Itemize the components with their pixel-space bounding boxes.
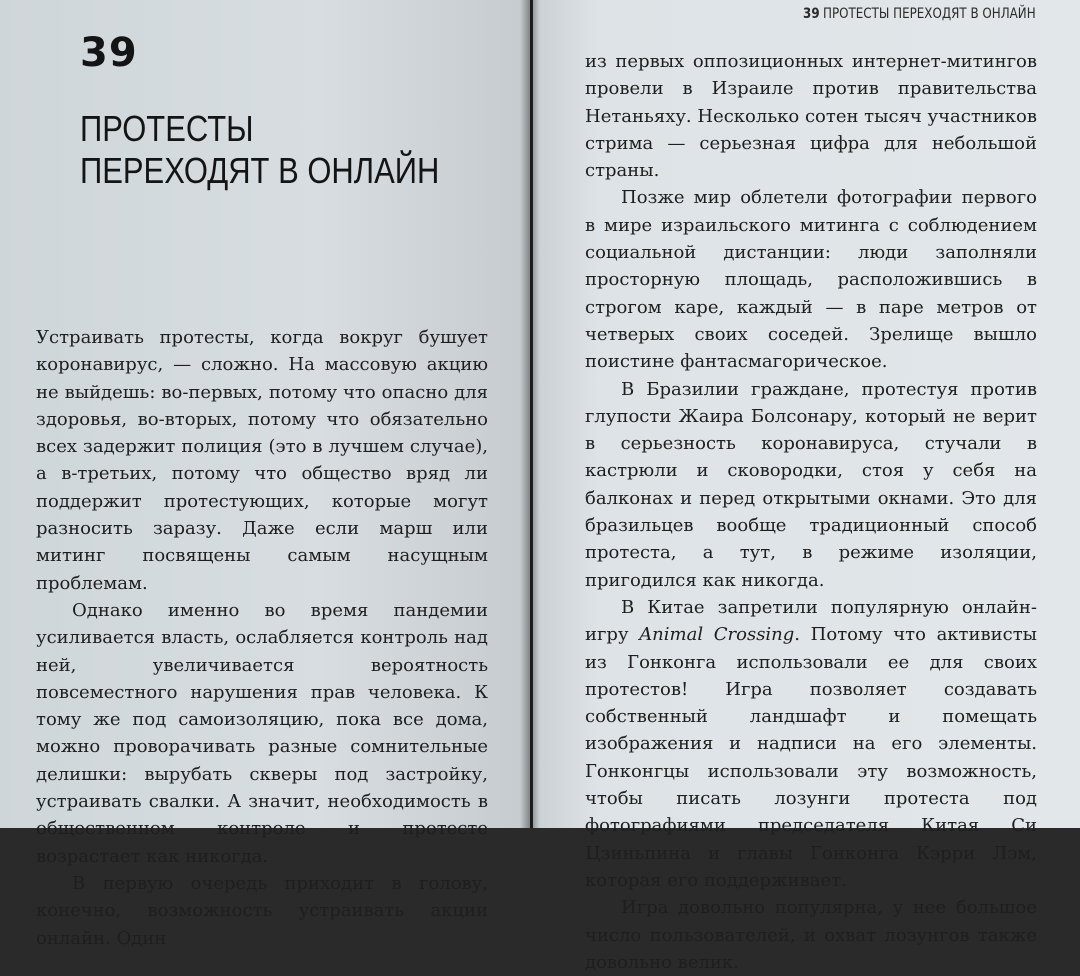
chapter-number: 39 (80, 30, 138, 76)
paragraph: из первых оппозиционных интернет-митингов провели в Израиле против правительства Нетаньяху. Несколько сотен тысяч участников стрима — серьезная цифра для небольшой страны. (585, 51, 1038, 182)
running-head-number: 39 (803, 6, 820, 22)
running-head (803, 6, 1036, 22)
paragraph: Устраивать протесты, когда вокруг бушует коронавирус, — сложно. На массовую акцию не выйдешь: во-первых, потому что опасно для здоровья, во-вторых, потому что обязательно всех задержит полиция (это в лучшем случае), а в-третьих, потому что общество вряд ли поддержит протестующих, которые могут разносить заразу. Даже если марш или митинг посвящены самым насущным проблемам. (36, 327, 488, 594)
chapter-title: ПРОТЕСТЫ ПЕРЕХОДЯТ В ОНЛАЙН (80, 108, 440, 191)
paragraph: В первую очередь приходит в голову, конечно, возможность устраивать акции онлайн. Один (36, 872, 488, 949)
running-head-title: ПРОТЕСТЫ ПЕРЕХОДЯТ В ОНЛАЙН (823, 6, 1036, 22)
paragraph-text: . Потому что активисты из Гонконга использовали ее для своих протестов! Игра позволяет создавать собственный ландшафт и помещать изображения и надписи на его элементы. Гонконгцы использовали эту возможность, чтобы писать лозунги протеста под фотографиями председателя Китая Си Цзиньпина и главы Гонконга Кэрри Лэм, которая его поддерживает. (585, 624, 1037, 891)
paragraph: В Бразилии граждане, протестуя против глупости Жаира Болсонару, который не верит в серьезность коронавируса, стучали в кастрюли и сковородки, стоя у себя на балконах и перед открытыми окнами. Это для бразильцев вообще традиционный способ протеста, а тут, в режиме изоляции, пригодился как никогда. (585, 378, 1037, 591)
right-page (533, 0, 1080, 973)
left-body-text (36, 324, 488, 952)
game-title: Animal Crossing (639, 624, 795, 646)
paragraph: Однако именно во время пандемии усиливается власть, ослабляется контроль над ней, увеличивается вероятность повсеместного нарушения прав человека. К тому же под самоизоляцию, пока все дома, можно проворачивать разные сомнительные делишки: вырубать скверы под застройку, устраивать свалки. А значит, необходимость в общественном контроле и протесте возрастает как никогда. (36, 599, 488, 867)
left-page (0, 0, 530, 949)
book-gutter (520, 0, 540, 828)
right-body-text (585, 48, 1037, 976)
paragraph (585, 594, 1037, 894)
paragraph: Позже мир облетели фотографии первого в мире израильского митинга с соблюдением социальной дистанции: люди заполняли просторную площадь, расположившись в строгом каре, каждый — в паре метров от четверых своих соседей. Зрелище вышло поистине фантасмагорическое. (585, 187, 1037, 373)
paragraph-text: В Китае запретили популярную онлайн-игру (585, 596, 1037, 646)
paragraph: Игра довольно популярна, у нее большое число пользователей, и охват лозунгов также довольно велик. (585, 897, 1037, 973)
